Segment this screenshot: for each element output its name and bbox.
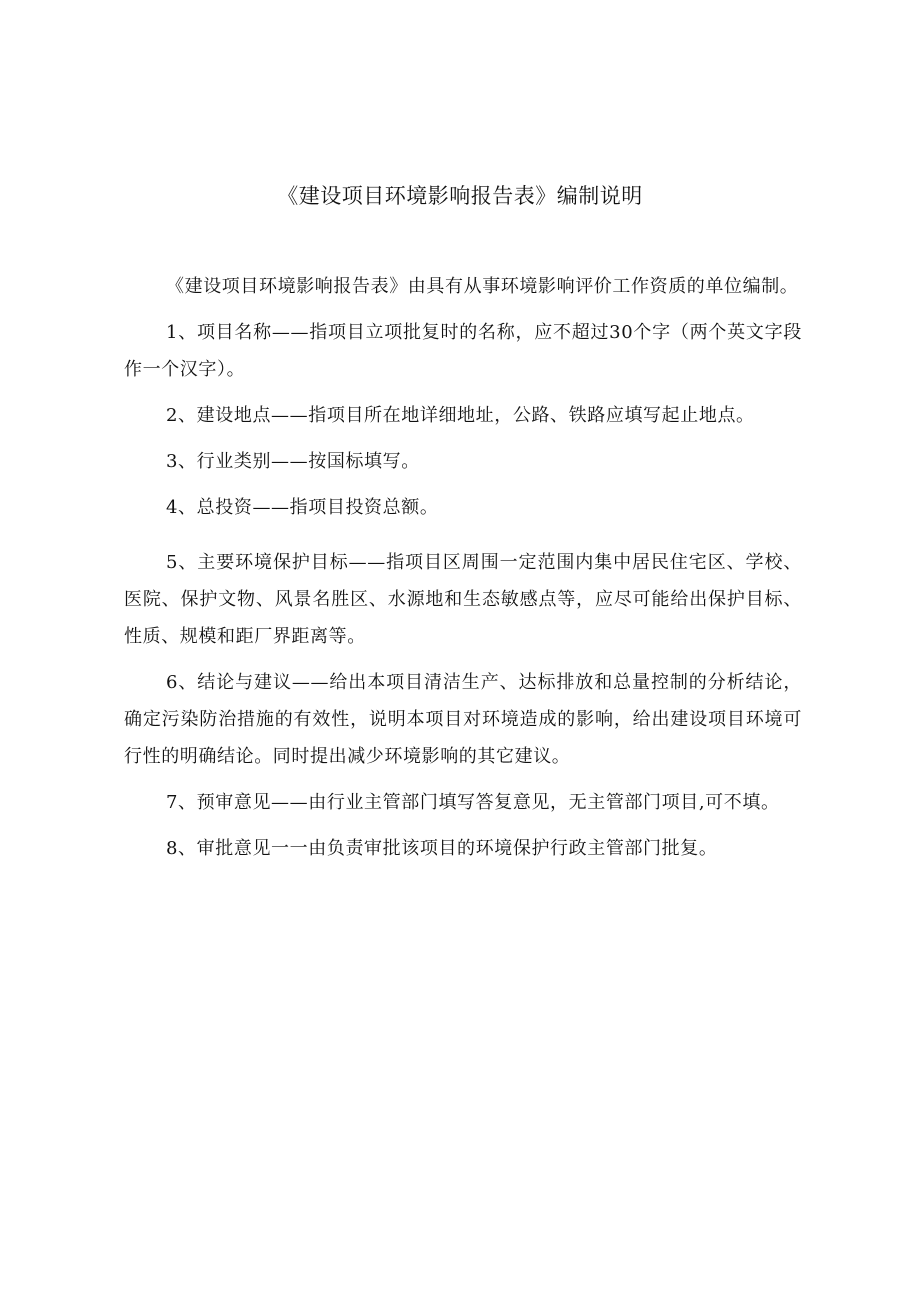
item-4-total-investment: 4、总投资——指项目投资总额。	[166, 497, 439, 518]
item-6-conclusions: 6、结论与建议——给出本项目清洁生产、达标排放和总量控制的分析结论，确定污染防治措施的有效性，说明本项目对环境造成的影响，给出建设项目环境可行性的明确结论。同时提出减少环境影响的其它建议。	[124, 672, 802, 767]
document-body	[124, 268, 802, 876]
intro-paragraph: 《建设项目环境影响报告表》由具有从事环境影响评价工作资质的单位编制。	[166, 276, 799, 297]
item-8-approval: 8、审批意见一一由负责审批该项目的环境保护行政主管部门批复。	[166, 838, 718, 859]
item-2-construction-site: 2、建设地点——指项目所在地详细地址，公路、铁路应填写起止地点。	[166, 405, 755, 426]
item-5-protection-targets: 5、主要环境保护目标——指项目区周围一定范围内集中居民住宅区、学校、医院、保护文物、风景名胜区、水源地和生态敏感点等，应尽可能给出保护目标、性质、规模和距厂界距离等。	[124, 552, 802, 647]
item-1-project-name: 1、项目名称——指项目立项批复时的名称，应不超过30个字（两个英文字段作一个汉字）。	[124, 322, 802, 380]
item-7-pre-review: 7、预审意见——由行业主管部门填写答复意见，无主管部门项目,可不填。	[166, 792, 780, 813]
item-3-industry-category: 3、行业类别——按国标填写。	[166, 451, 420, 472]
document-title: 《建设项目环境影响报告表》编制说明	[277, 184, 643, 208]
